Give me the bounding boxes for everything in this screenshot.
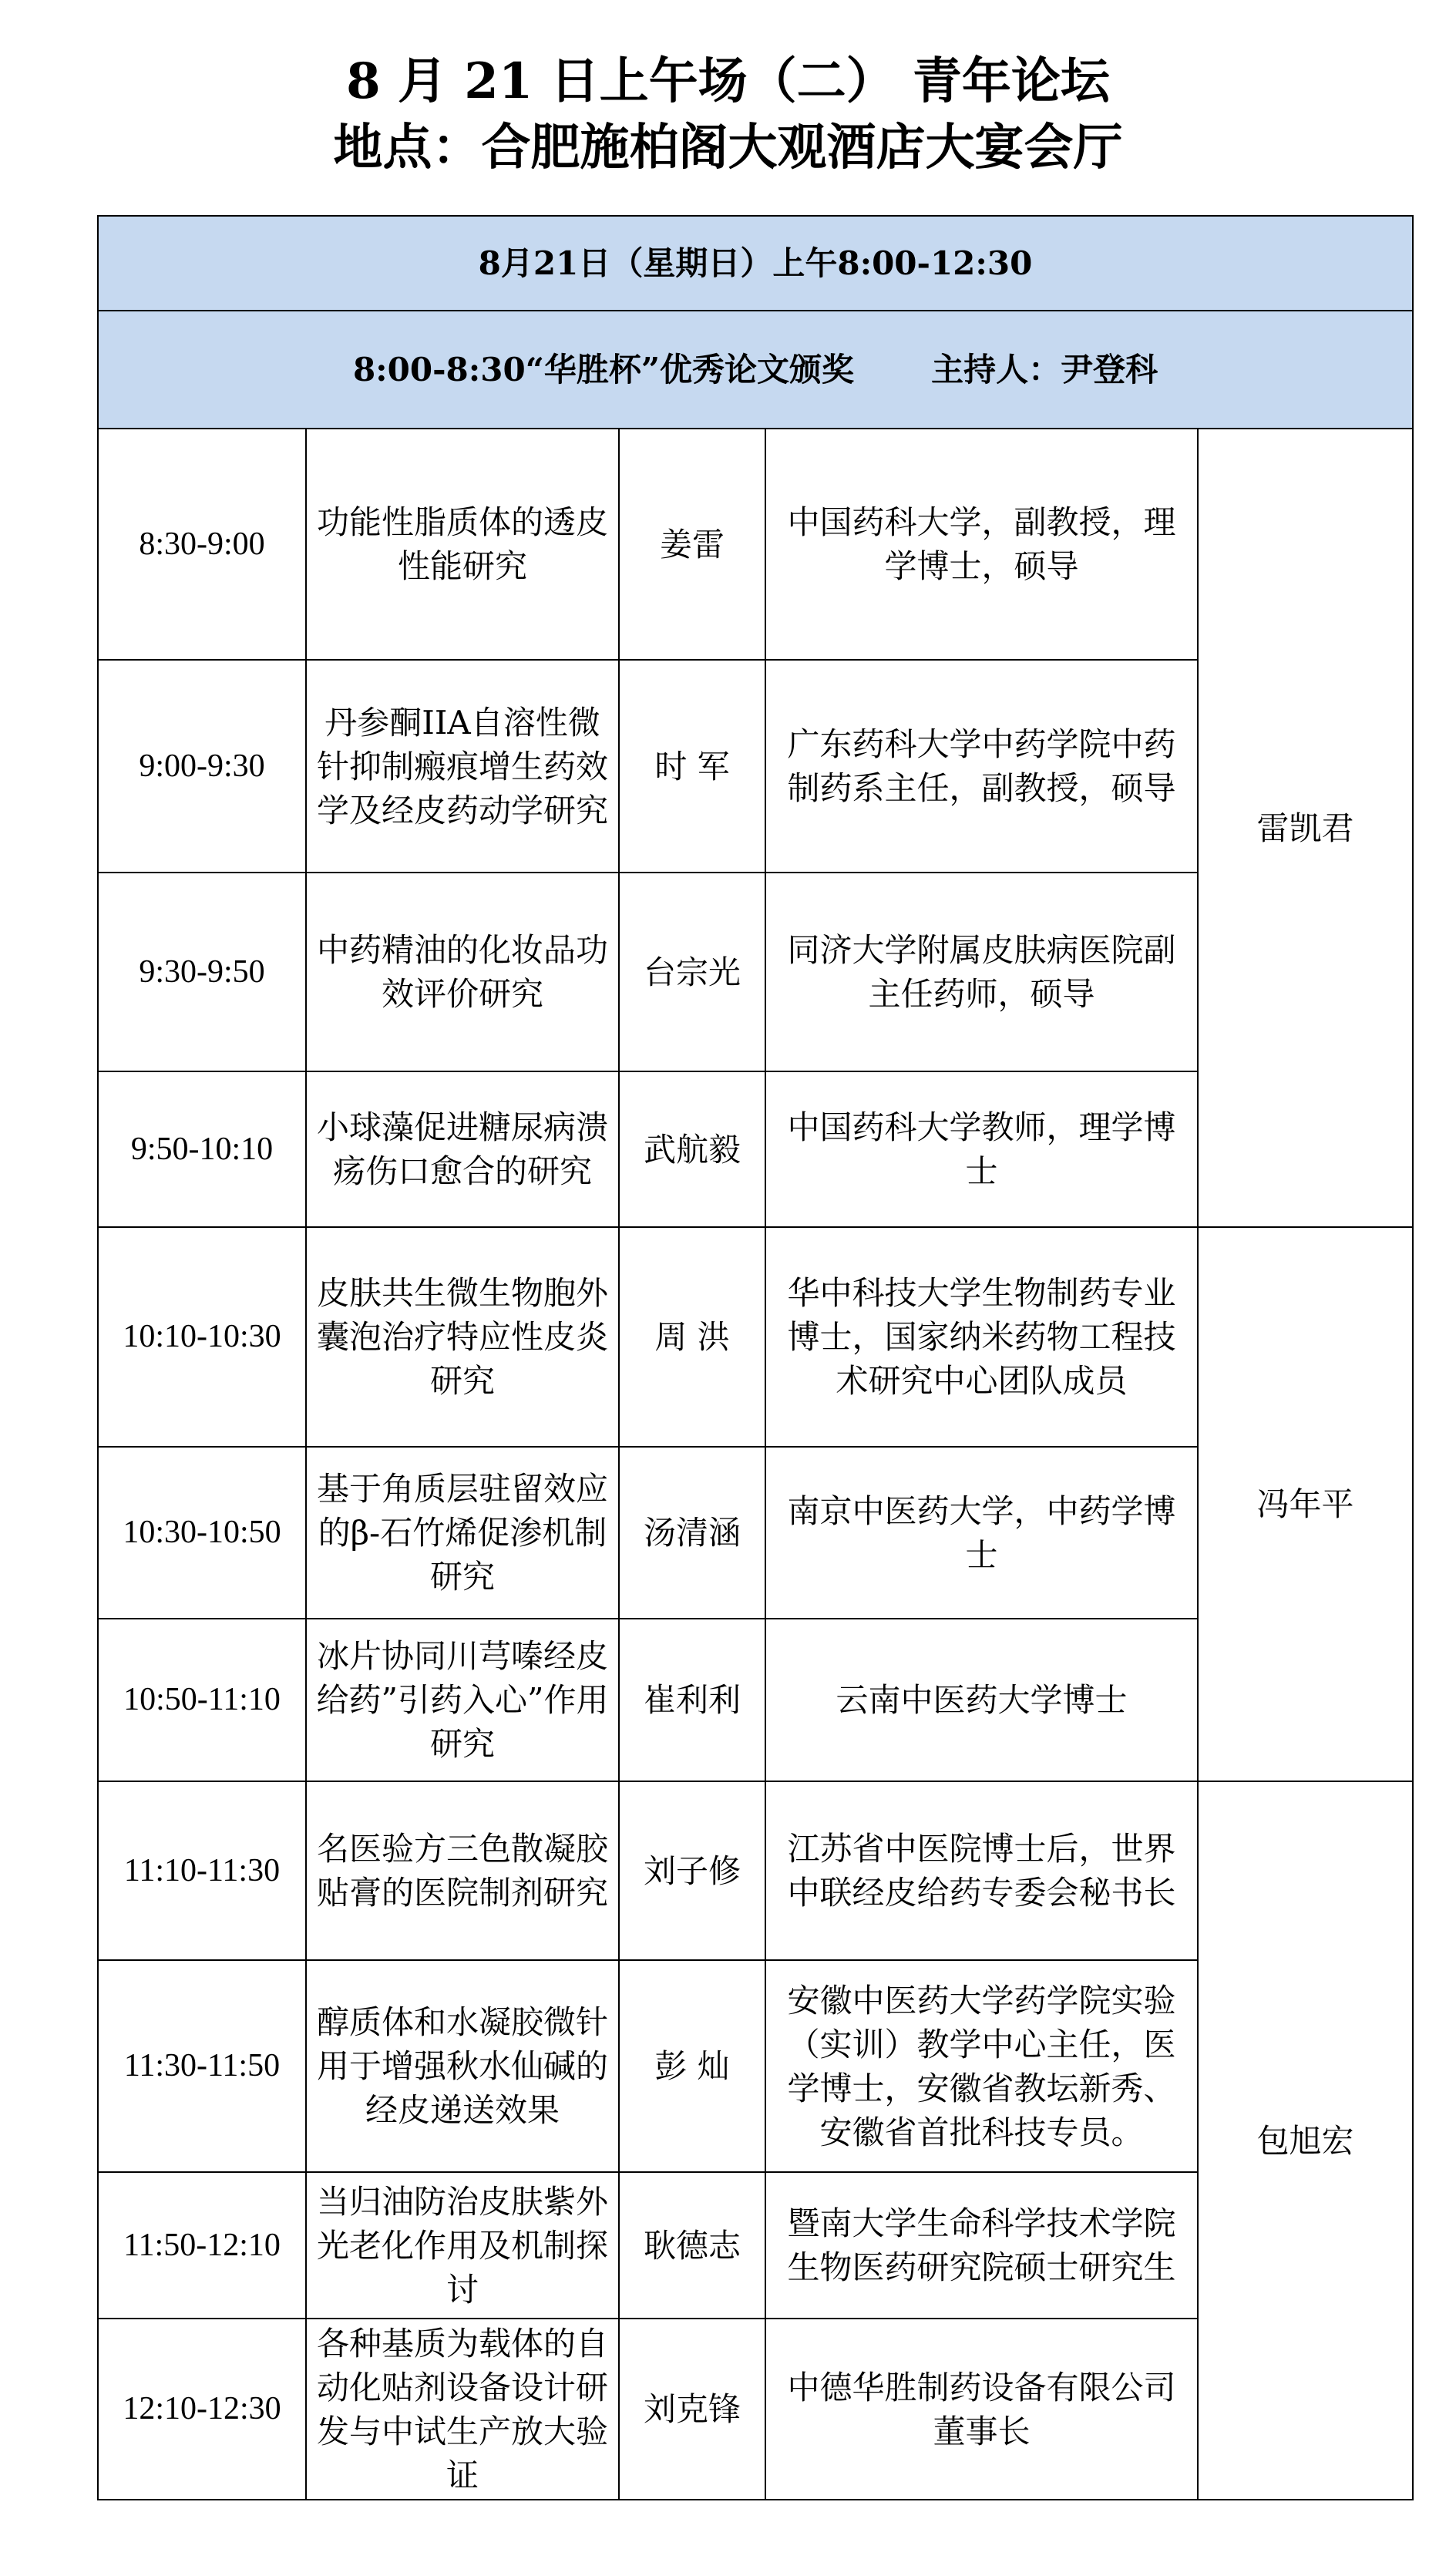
talk-topic: 功能性脂质体的透皮性能研究 <box>306 429 619 660</box>
time-slot: 11:30-11:50 <box>98 1960 306 2172</box>
speaker-affiliation: 广东药科大学中药学院中药制药系主任，副教授，硕导 <box>765 660 1198 873</box>
speaker-affiliation: 云南中医药大学博士 <box>765 1619 1198 1781</box>
talk-topic: 小球藻促进糖尿病溃疡伤口愈合的研究 <box>306 1071 619 1227</box>
speaker-name: 汤清涵 <box>619 1447 765 1619</box>
venue-title: 地点：合肥施柏阁大观酒店大宴会厅 <box>333 119 1123 177</box>
table-row <box>98 429 1413 660</box>
time-slot: 9:30-9:50 <box>98 873 306 1071</box>
talk-topic: 当归油防治皮肤紫外光老化作用及机制探讨 <box>306 2172 619 2319</box>
talk-topic: 冰片协同川芎嗪经皮给药”引药入心”作用研究 <box>306 1619 619 1781</box>
time-slot: 12:10-12:30 <box>98 2319 306 2500</box>
speaker-name: 彭 灿 <box>619 1960 765 2172</box>
award-band-row <box>98 311 1413 429</box>
session-host: 冯年平 <box>1198 1227 1413 1781</box>
talk-topic: 各种基质为载体的自动化贴剂设备设计研发与中试生产放大验证 <box>306 2319 619 2500</box>
time-slot: 8:30-9:00 <box>98 429 306 660</box>
table-row <box>98 1227 1413 1447</box>
date-band: 8月21日（星期日）上午8:00-12:30 <box>98 216 1413 311</box>
speaker-affiliation: 暨南大学生命科学技术学院生物医药研究院硕士研究生 <box>765 2172 1198 2319</box>
speaker-affiliation: 安徽中医药大学药学院实验（实训）教学中心主任，医学博士，安徽省教坛新秀、安徽省首批科技专员。 <box>765 1960 1198 2172</box>
session-host: 包旭宏 <box>1198 1781 1413 2500</box>
award-session: 8:00-8:30“华胜杯”优秀论文颁奖 <box>352 351 855 388</box>
time-slot: 9:00-9:30 <box>98 660 306 873</box>
speaker-affiliation: 江苏省中医院博士后，世界中联经皮给药专委会秘书长 <box>765 1781 1198 1960</box>
speaker-affiliation: 中德华胜制药设备有限公司董事长 <box>765 2319 1198 2500</box>
time-slot: 10:10-10:30 <box>98 1227 306 1447</box>
time-slot: 10:30-10:50 <box>98 1447 306 1619</box>
speaker-affiliation: 南京中医药大学，中药学博士 <box>765 1447 1198 1619</box>
time-slot: 9:50-10:10 <box>98 1071 306 1227</box>
speaker-name: 崔利利 <box>619 1619 765 1781</box>
date-band-row <box>98 216 1413 311</box>
speaker-name: 耿德志 <box>619 2172 765 2319</box>
award-host: 主持人：尹登科 <box>931 351 1158 388</box>
talk-topic: 中药精油的化妆品功效评价研究 <box>306 873 619 1071</box>
session-host: 雷凯君 <box>1198 429 1413 1227</box>
speaker-affiliation: 中国药科大学教师，理学博士 <box>765 1071 1198 1227</box>
time-slot: 10:50-11:10 <box>98 1619 306 1781</box>
speaker-name: 周 洪 <box>619 1227 765 1447</box>
speaker-name: 台宗光 <box>619 873 765 1071</box>
speaker-name: 武航毅 <box>619 1071 765 1227</box>
talk-topic: 丹参酮IIA自溶性微针抑制瘢痕增生药效学及经皮药动学研究 <box>306 660 619 873</box>
table-row <box>98 1781 1413 1960</box>
talk-topic: 醇质体和水凝胶微针用于增强秋水仙碱的经皮递送效果 <box>306 1960 619 2172</box>
time-slot: 11:50-12:10 <box>98 2172 306 2319</box>
time-slot: 11:10-11:30 <box>98 1781 306 1960</box>
speaker-name: 时 军 <box>619 660 765 873</box>
talk-topic: 皮肤共生微生物胞外囊泡治疗特应性皮炎研究 <box>306 1227 619 1447</box>
speaker-affiliation: 中国药科大学，副教授，理学博士，硕导 <box>765 429 1198 660</box>
talk-topic: 名医验方三色散凝胶贴膏的医院制剂研究 <box>306 1781 619 1960</box>
speaker-name: 姜雷 <box>619 429 765 660</box>
speaker-affiliation: 同济大学附属皮肤病医院副主任药师，硕导 <box>765 873 1198 1071</box>
speaker-name: 刘子修 <box>619 1781 765 1960</box>
award-band <box>98 311 1413 429</box>
schedule-table <box>97 215 1414 2500</box>
page-title: 8 月 21 日上午场（二） 青年论坛 <box>346 52 1110 110</box>
speaker-affiliation: 华中科技大学生物制药专业博士，国家纳米药物工程技术研究中心团队成员 <box>765 1227 1198 1447</box>
talk-topic: 基于角质层驻留效应的β-石竹烯促渗机制研究 <box>306 1447 619 1619</box>
speaker-name: 刘克锋 <box>619 2319 765 2500</box>
